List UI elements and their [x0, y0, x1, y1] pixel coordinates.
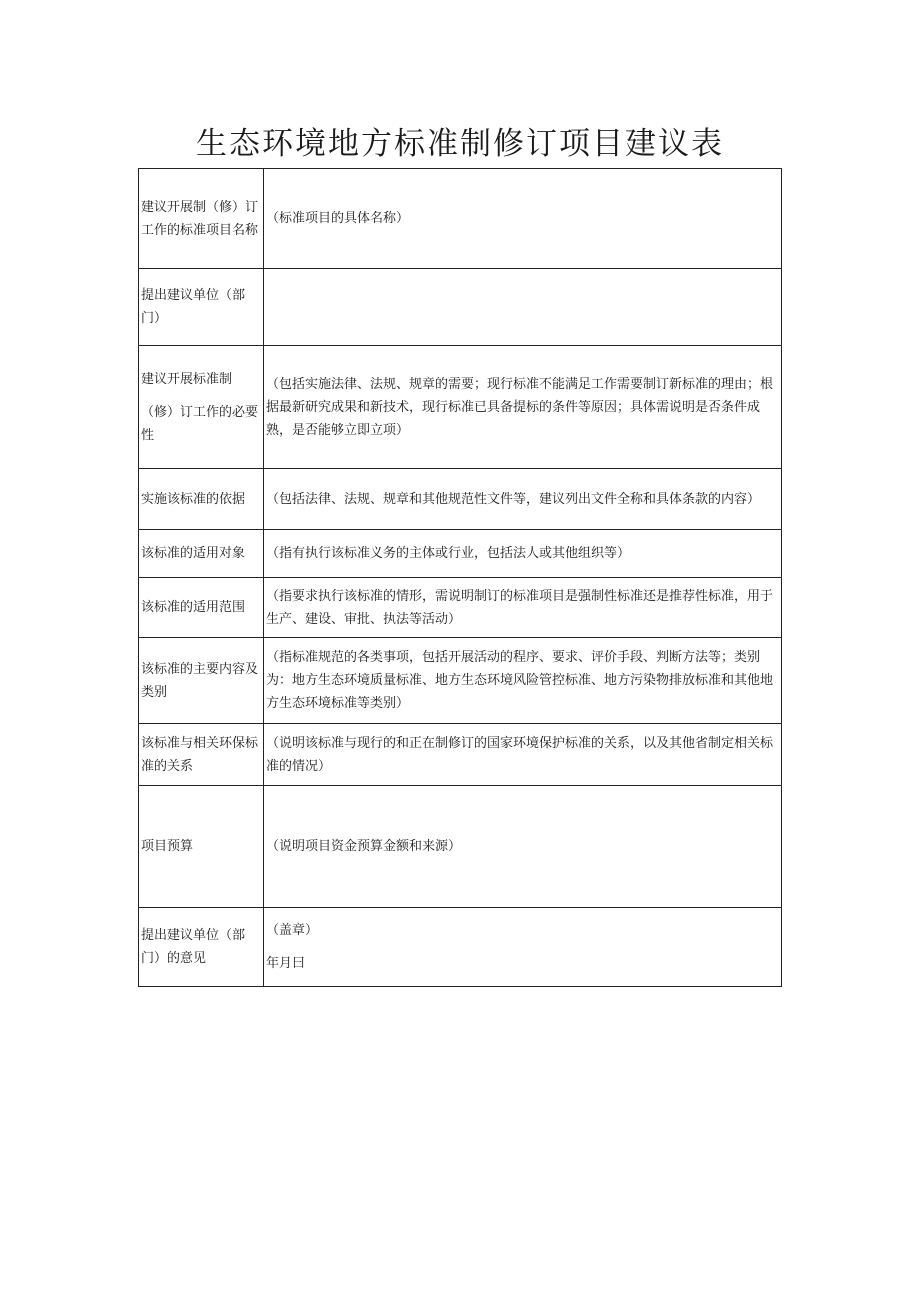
date-line: 年月曰 [266, 956, 306, 971]
seal-note: （盖章） [266, 923, 319, 938]
row-label-line: （修）订工作的必要性 [141, 404, 259, 443]
table-row [139, 269, 782, 346]
table-row [139, 346, 782, 469]
row-value[interactable]: （说明该标准与现行的和正在制修订的国家环境保护标准的关系，以及其他省制定相关标准的情况） [264, 724, 782, 786]
row-value[interactable]: （指标准规范的各类事项，包括开展活动的程序、要求、评价手段、判断方法等；类别为：地方生态环境质量标准、地方生态环境风险管控标准、地方污染物排放标准和其他地方生态环境标准等类别） [264, 638, 782, 724]
row-value[interactable]: （标准项目的具体名称） [264, 169, 782, 269]
row-label: 该标准的适用范围 [139, 578, 264, 638]
table-row [139, 169, 782, 269]
proposal-form-table [138, 168, 782, 987]
row-value[interactable]: （包括实施法律、法规、规章的需要；现行标准不能满足工作需要制订新标准的理由；根据最新研究成果和新技术，现行标准已具备提标的条件等原因；具体需说明是否条件成熟，是否能够立即立项） [264, 346, 782, 469]
row-label: 提出建议单位（部门） [139, 269, 264, 346]
table-row [139, 578, 782, 638]
table-row [139, 786, 782, 908]
table-row [139, 908, 782, 987]
table-row [139, 638, 782, 724]
row-value[interactable]: （指有执行该标准义务的主体或行业，包括法人或其他组织等） [264, 530, 782, 578]
table-row [139, 724, 782, 786]
page-title: 生态环境地方标准制修订项目建议表 [196, 126, 724, 162]
row-label: 该标准与相关环保标准的关系 [139, 724, 264, 786]
row-label: 实施该标准的依据 [139, 469, 264, 530]
table-row [139, 469, 782, 530]
row-label: 建议开展制（修）订工作的标准项目名称 [139, 169, 264, 269]
row-value[interactable]: （包括法律、法规、规章和其他规范性文件等，建议列出文件全称和具体条款的内容） [264, 469, 782, 530]
row-value[interactable] [264, 269, 782, 346]
row-label: 项目预算 [139, 786, 264, 908]
row-label-line: 建议开展标准制 [141, 371, 233, 387]
opinion-cell[interactable] [264, 908, 782, 987]
row-value[interactable]: （指要求执行该标准的情形，需说明制订的标准项目是强制性标准还是推荐性标准，用于生产、建设、审批、执法等活动） [264, 578, 782, 638]
row-label: 提出建议单位（部门）的意见 [139, 908, 264, 987]
row-label [139, 346, 264, 469]
row-value[interactable]: （说明项目资金预算金额和来源） [264, 786, 782, 908]
row-label: 该标准的主要内容及类别 [139, 638, 264, 724]
row-label: 该标准的适用对象 [139, 530, 264, 578]
table-row [139, 530, 782, 578]
